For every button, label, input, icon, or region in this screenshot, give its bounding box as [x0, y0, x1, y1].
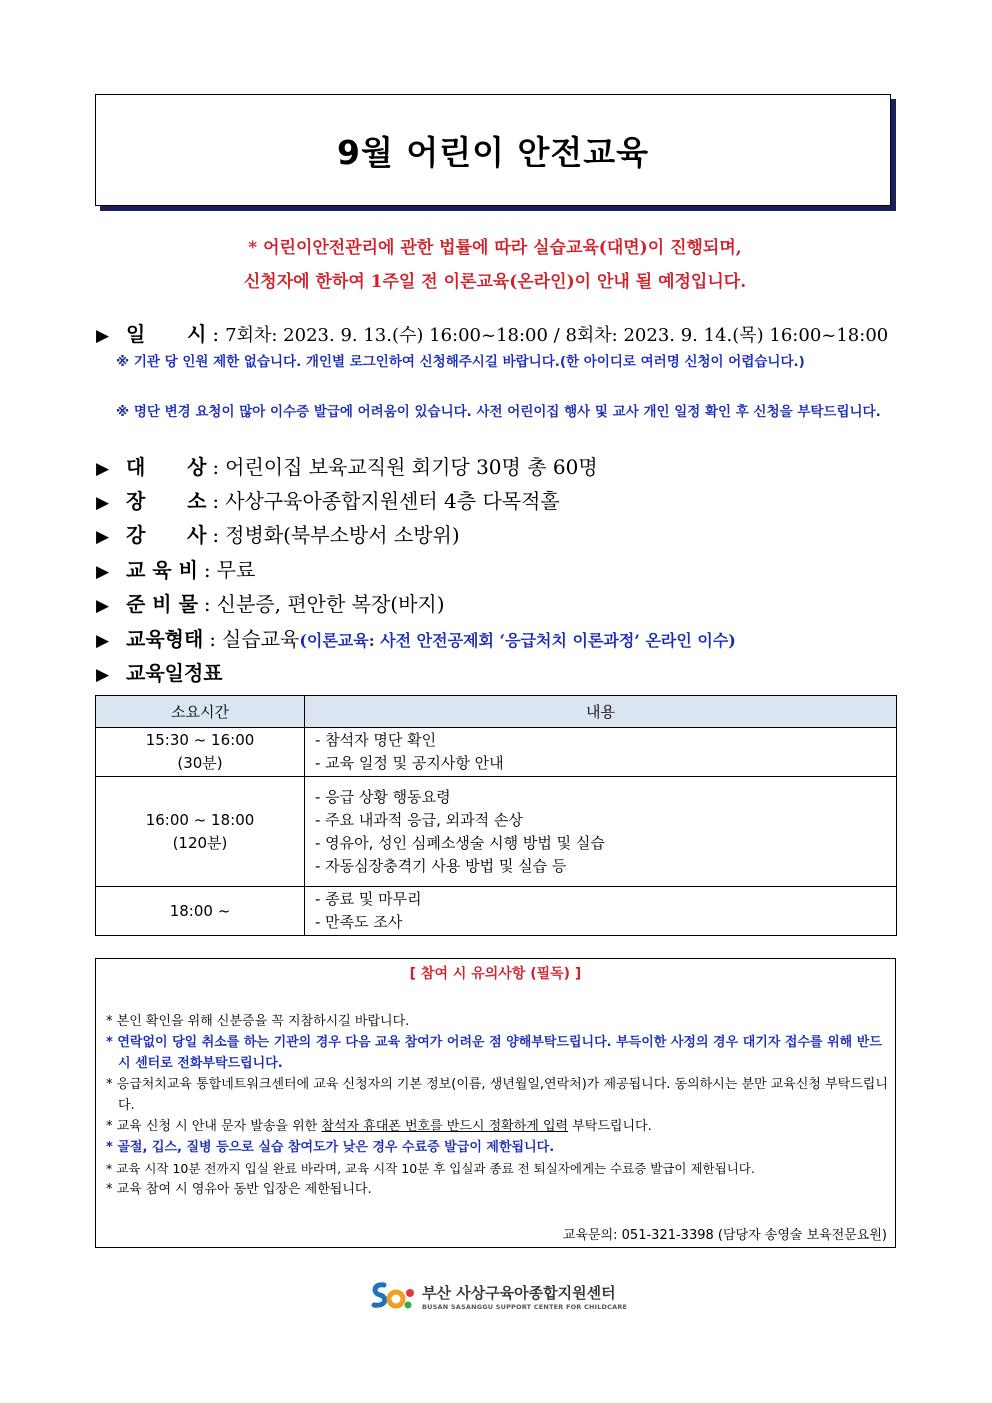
info-label: 교육일정표 [126, 661, 223, 685]
footer-logo [370, 1278, 627, 1314]
list-item: * 본인 확인을 위해 신분증을 꼭 지참하시길 바랍니다. [106, 1014, 410, 1029]
table-cell-content [305, 728, 897, 777]
caution-box [95, 958, 896, 1248]
info-target: ▶ 대 상 : 어린이집 보육교직원 회기당 30명 총 60명 [96, 451, 896, 480]
info-note-1: ※ 기관 당 인원 제한 없습니다. 개인별 로그인하여 신청해주시길 바랍니다.(한 아이디로 여러명 신청이 어렵습니다.) [116, 354, 805, 370]
info-label: 교 육 비 [126, 558, 198, 582]
info-value: 실습교육 [222, 627, 300, 651]
center-logo-icon [370, 1279, 416, 1313]
list-item: * 교육 참여 시 영유아 동반 입장은 제한됩니다. [106, 1182, 372, 1197]
info-schedule-heading [96, 657, 896, 686]
title-box [95, 94, 891, 206]
info-label: 장 소 [126, 489, 207, 513]
table-cell-time: 16:00 ~ 18:00 (120분) [96, 777, 305, 887]
info-label: 준 비 물 [126, 592, 198, 616]
list-item: * 응급처치교육 통합네트워크센터에 교육 신청자의 기본 정보(이름, 생년월일,연락처)가 제공됩니다. 동의하시는 분만 교육신청 부탁드립니다. [106, 1077, 888, 1113]
footer-org [422, 1282, 627, 1311]
list-item: * 연락없이 당일 취소를 하는 기관의 경우 다음 교육 참여가 어려운 점 양해부탁드립니다. 부득이한 사정의 경우 대기자 접수를 위해 반드시 센터로 전화부탁드립니다. [106, 1035, 882, 1071]
list-item: - 종료 및 마무리 [315, 890, 422, 908]
list-item: - 응급 상황 행동요령 [315, 787, 451, 806]
info-value: 사상구육아종합지원센터 4층 다목적홀 [225, 489, 560, 513]
info-prep: ▶ 준 비 물 : 신분증, 편안한 복장(바지) [96, 588, 896, 617]
schedule-table [95, 695, 897, 936]
info-place: ▶ 장 소 : 사상구육아종합지원센터 4층 다목적홀 [96, 485, 896, 514]
info-fee: ▶ 교 육 비 : 무료 [96, 554, 896, 583]
footer-org-en: BUSAN SASANGGU SUPPORT CENTER FOR CHILDCARE [422, 1302, 628, 1311]
notice-line-1: * 어린이안전관리에 관한 법률에 따라 실습교육(대면)이 진행되며, [248, 238, 742, 258]
table-cell-content [305, 777, 897, 887]
list-item: - 교육 일정 및 공지사항 안내 [315, 754, 504, 772]
arrow-icon: ▶ [96, 631, 110, 651]
info-value-online: (이론교육: 사전 안전공제회 ‘응급처치 이론과정’ 온라인 이수) [299, 631, 736, 650]
info-date: ▶ 일 시 : 7회차: 2023. 9. 13.(수) 16:00~18:00 / 8회차: 2023. 9. 14.(목) 16:00~18:00 [96, 318, 896, 347]
footer-org-ko: 부산 사상구육아종합지원센터 [422, 1283, 616, 1302]
page-title: 9월 어린이 안전교육 [337, 132, 649, 172]
underlined-text: 참석자 휴대폰 번호를 반드시 정확하게 입력 [321, 1119, 569, 1134]
table-row [96, 728, 897, 777]
info-label: 일 시 [126, 322, 207, 346]
table-cell-content [305, 887, 897, 936]
list-item: - 참석자 명단 확인 [315, 731, 437, 749]
info-value: 정병화(북부소방서 소방위) [225, 523, 460, 547]
table-cell-time: 18:00 ~ [96, 887, 305, 936]
arrow-icon: ▶ [96, 493, 110, 513]
table-header: 내용 [305, 696, 897, 728]
list-item: * 골절, 깁스, 질병 등으로 실습 참여도가 낮은 경우 수료증 발급이 제한됩니다. [106, 1140, 555, 1155]
info-lecturer: ▶ 강 사 : 정병화(북부소방서 소방위) [96, 519, 896, 548]
info-note-2: ※ 명단 변경 요청이 많아 이수증 발급에 어려움이 있습니다. 사전 어린이집 행사 및 교사 개인 일정 확인 후 신청을 부탁드립니다. [116, 404, 881, 420]
caution-list [106, 1011, 888, 1200]
list-item: - 자동심장충격기 사용 방법 및 실습 등 [315, 856, 567, 875]
arrow-icon: ▶ [96, 562, 110, 582]
table-row [96, 777, 897, 887]
info-label: 강 사 [126, 523, 207, 547]
arrow-icon: ▶ [96, 527, 110, 547]
notice-line-2: 신청자에 한하여 1주일 전 이론교육(온라인)이 안내 될 예정입니다. [243, 272, 747, 292]
table-header-row [96, 696, 897, 728]
arrow-icon: ▶ [96, 326, 110, 346]
arrow-icon: ▶ [96, 459, 110, 479]
list-item: - 만족도 조사 [315, 913, 403, 931]
table-cell-time: 15:30 ~ 16:00 (30분) [96, 728, 305, 777]
info-value: 신분증, 편안한 복장(바지) [216, 592, 445, 616]
info-value: 7회차: 2023. 9. 13.(수) 16:00~18:00 / 8회차: 2023. 9. 14.(목) 16:00~18:00 [225, 325, 889, 346]
info-label: 교육형태 [126, 627, 204, 651]
caution-title: [ 참여 시 유의사항 (필독) ] [409, 966, 582, 982]
arrow-icon: ▶ [96, 596, 110, 616]
list-item: * 교육 신청 시 안내 문자 발송을 위한 참석자 휴대폰 번호를 반드시 정확하게 입력 부탁드립니다. [106, 1119, 652, 1134]
table-header: 소요시간 [96, 696, 305, 728]
info-type: ▶ 교육형태 : 실습교육(이론교육: 사전 안전공제회 ‘응급처치 이론과정’ 온라인 이수) [96, 623, 896, 652]
list-item: - 주요 내과적 응급, 외과적 손상 [315, 810, 523, 829]
info-label: 대 상 [126, 455, 207, 479]
list-item: - 영유아, 성인 심폐소생술 시행 방법 및 실습 [315, 833, 605, 852]
contact-info: 교육문의: 051-321-3398 (담당자 송영술 보육전문요원) [562, 1228, 887, 1243]
info-value: 무료 [216, 558, 256, 582]
info-value: 어린이집 보육교직원 회기당 30명 총 60명 [225, 455, 598, 479]
list-item: * 교육 시작 10분 전까지 입실 완료 바라며, 교육 시작 10분 후 입실과 종료 전 퇴실자에게는 수료증 발급이 제한됩니다. [106, 1161, 755, 1176]
table-row [96, 887, 897, 936]
arrow-icon: ▶ [96, 665, 110, 685]
